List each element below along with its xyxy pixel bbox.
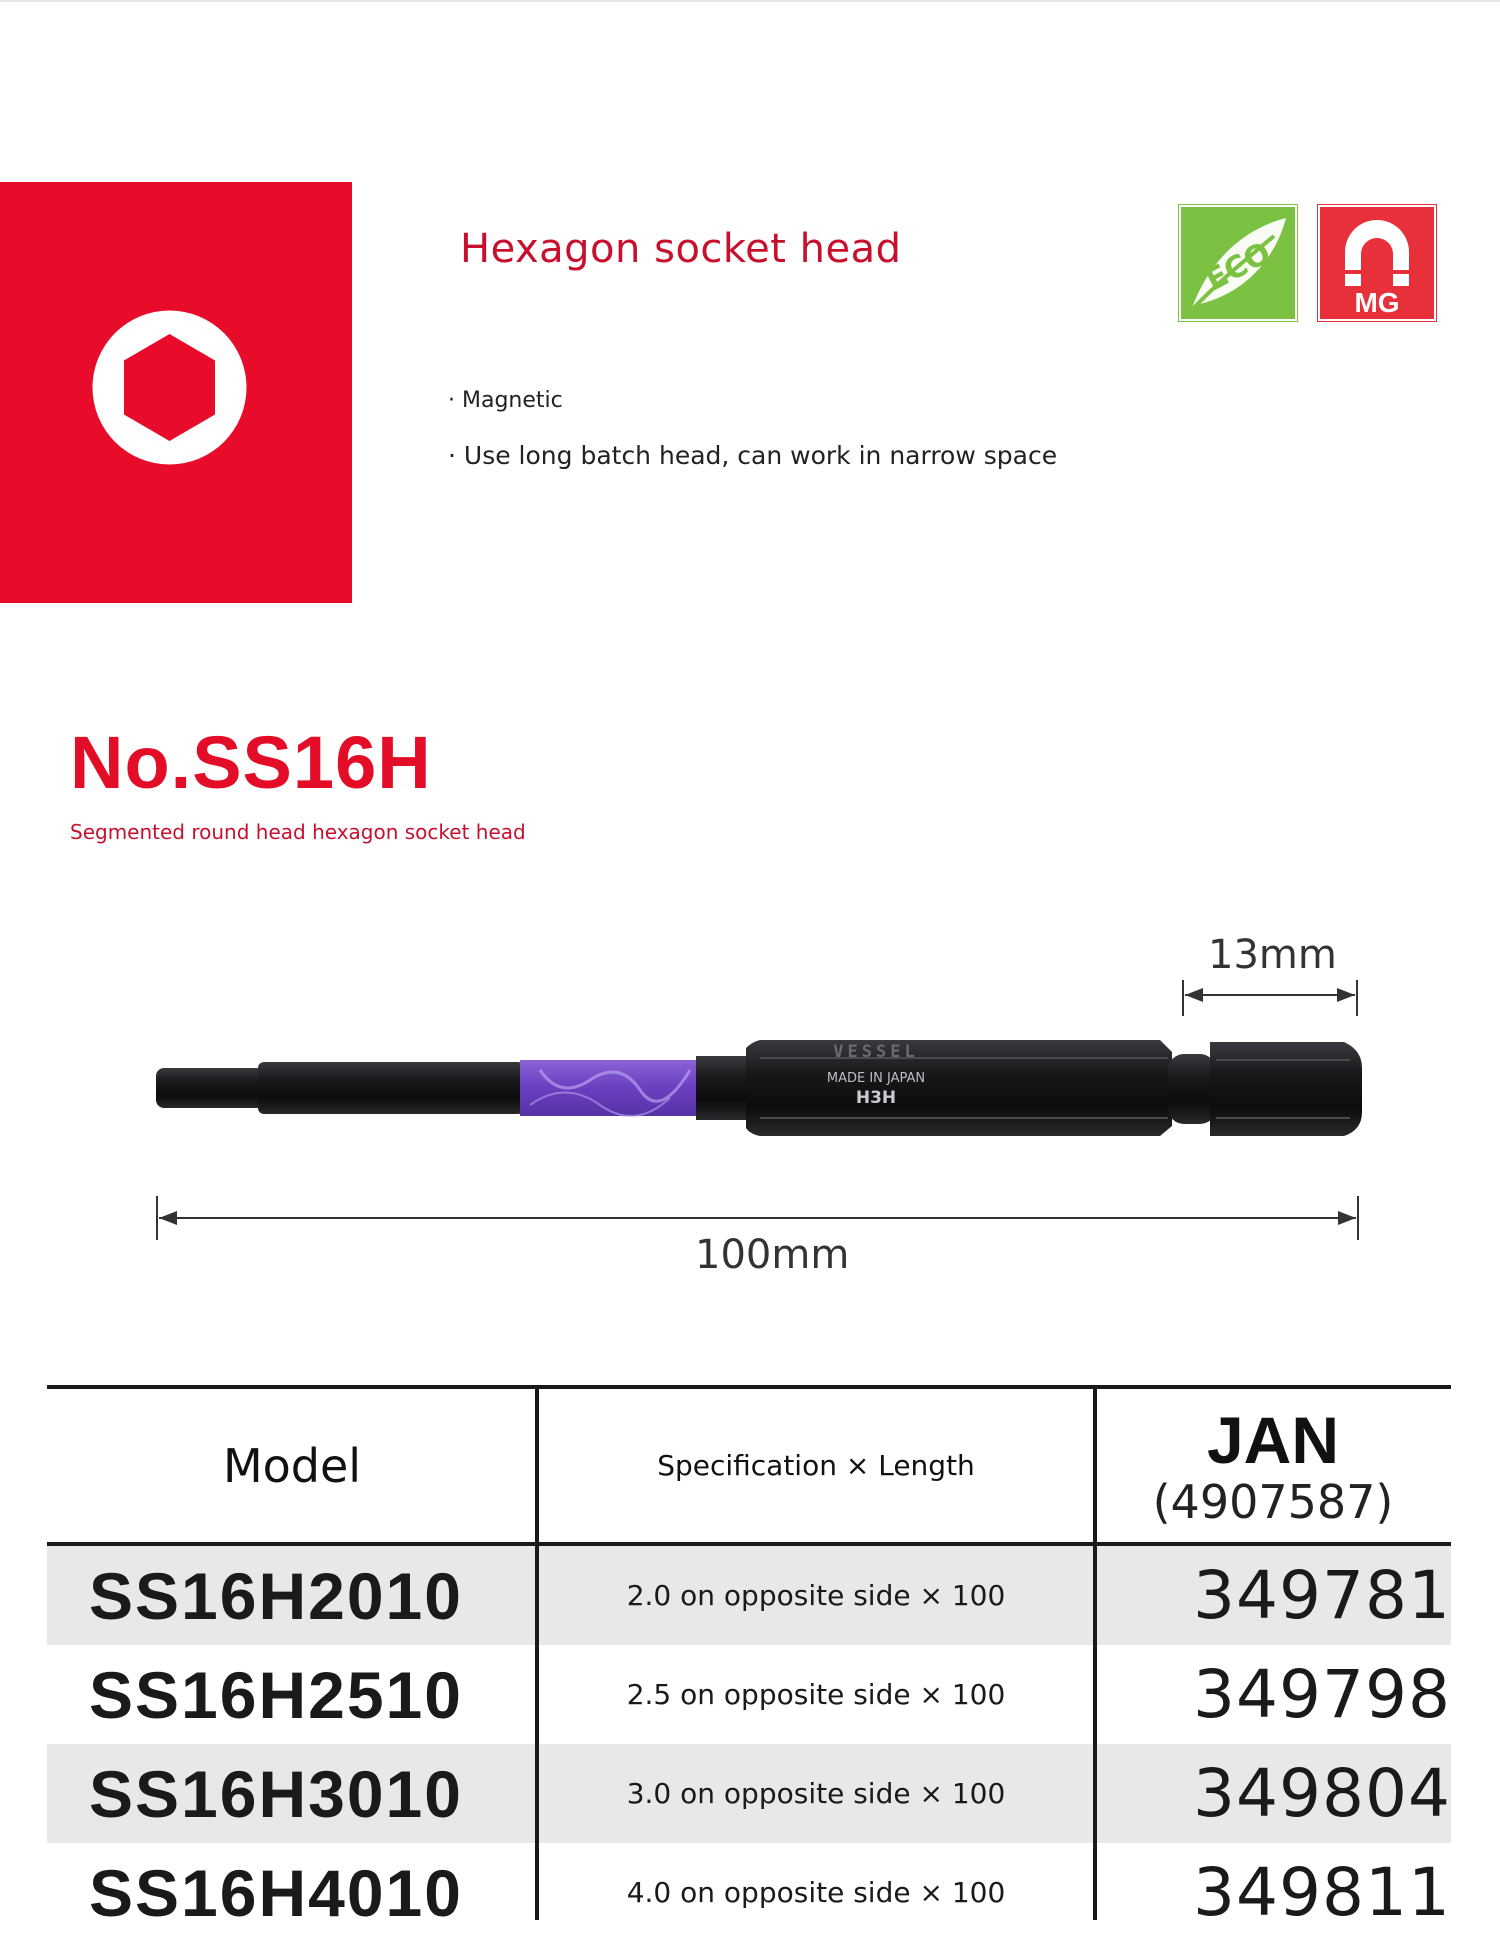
- total-length-label: 100mm: [695, 1232, 850, 1278]
- header-jan-title: JAN: [1206, 1402, 1340, 1477]
- model-cell: SS16H2510: [89, 1657, 463, 1732]
- table-column-divider: [1093, 1385, 1097, 1920]
- table-row: [47, 1744, 1451, 1843]
- bit-origin-marking: MADE IN JAPAN: [826, 1071, 926, 1086]
- magnet-badge-icon: [1317, 204, 1437, 322]
- feature-bullet-magnetic: · Magnetic: [448, 388, 563, 413]
- tip-length-label: 13mm: [1208, 932, 1337, 978]
- hexagon-socket-icon: [92, 310, 247, 465]
- table-row: [47, 1843, 1451, 1942]
- product-code: No.SS16H: [70, 721, 432, 804]
- eco-badge-label: ECO: [1200, 235, 1277, 299]
- model-cell: SS16H4010: [89, 1855, 463, 1930]
- header-jan-prefix: (4907587): [1152, 1474, 1394, 1529]
- table-header-row: [47, 1385, 1451, 1546]
- spec-table: [47, 1385, 1451, 1942]
- jan-cell: 349798: [1193, 1656, 1451, 1733]
- top-divider: [0, 0, 1500, 2]
- header-model: Model: [222, 1438, 362, 1493]
- header-jan: [1095, 1389, 1451, 1542]
- bit-size-marking: H3H: [855, 1088, 897, 1108]
- bit-body: [156, 1040, 1362, 1136]
- model-cell: SS16H3010: [89, 1756, 463, 1831]
- jan-cell: 349804: [1193, 1755, 1451, 1832]
- table-row: [47, 1645, 1451, 1744]
- eco-badge-icon: [1178, 204, 1298, 322]
- feature-bullet-narrow-space: · Use long batch head, can work in narrow space: [448, 441, 1058, 470]
- mg-badge-label: MG: [1354, 287, 1400, 318]
- jan-cell: 349781: [1193, 1557, 1451, 1634]
- table-column-divider: [535, 1385, 539, 1920]
- spec-cell: 4.0 on opposite side × 100: [626, 1876, 1006, 1909]
- jan-cell: 349811: [1193, 1854, 1451, 1931]
- spec-cell: 2.5 on opposite side × 100: [626, 1678, 1006, 1711]
- table-row: [47, 1546, 1451, 1645]
- product-subtitle: Segmented round head hexagon socket head: [70, 820, 526, 844]
- spec-cell: 2.0 on opposite side × 100: [626, 1579, 1006, 1612]
- tip-length-dimension: [1183, 980, 1357, 1016]
- bit-brand-marking: VESSEL: [833, 1042, 919, 1062]
- spec-cell: 3.0 on opposite side × 100: [626, 1777, 1006, 1810]
- header-spec-length: Specification × Length: [657, 1449, 975, 1482]
- model-cell: SS16H2010: [89, 1558, 463, 1633]
- feature-title: Hexagon socket head: [460, 226, 902, 272]
